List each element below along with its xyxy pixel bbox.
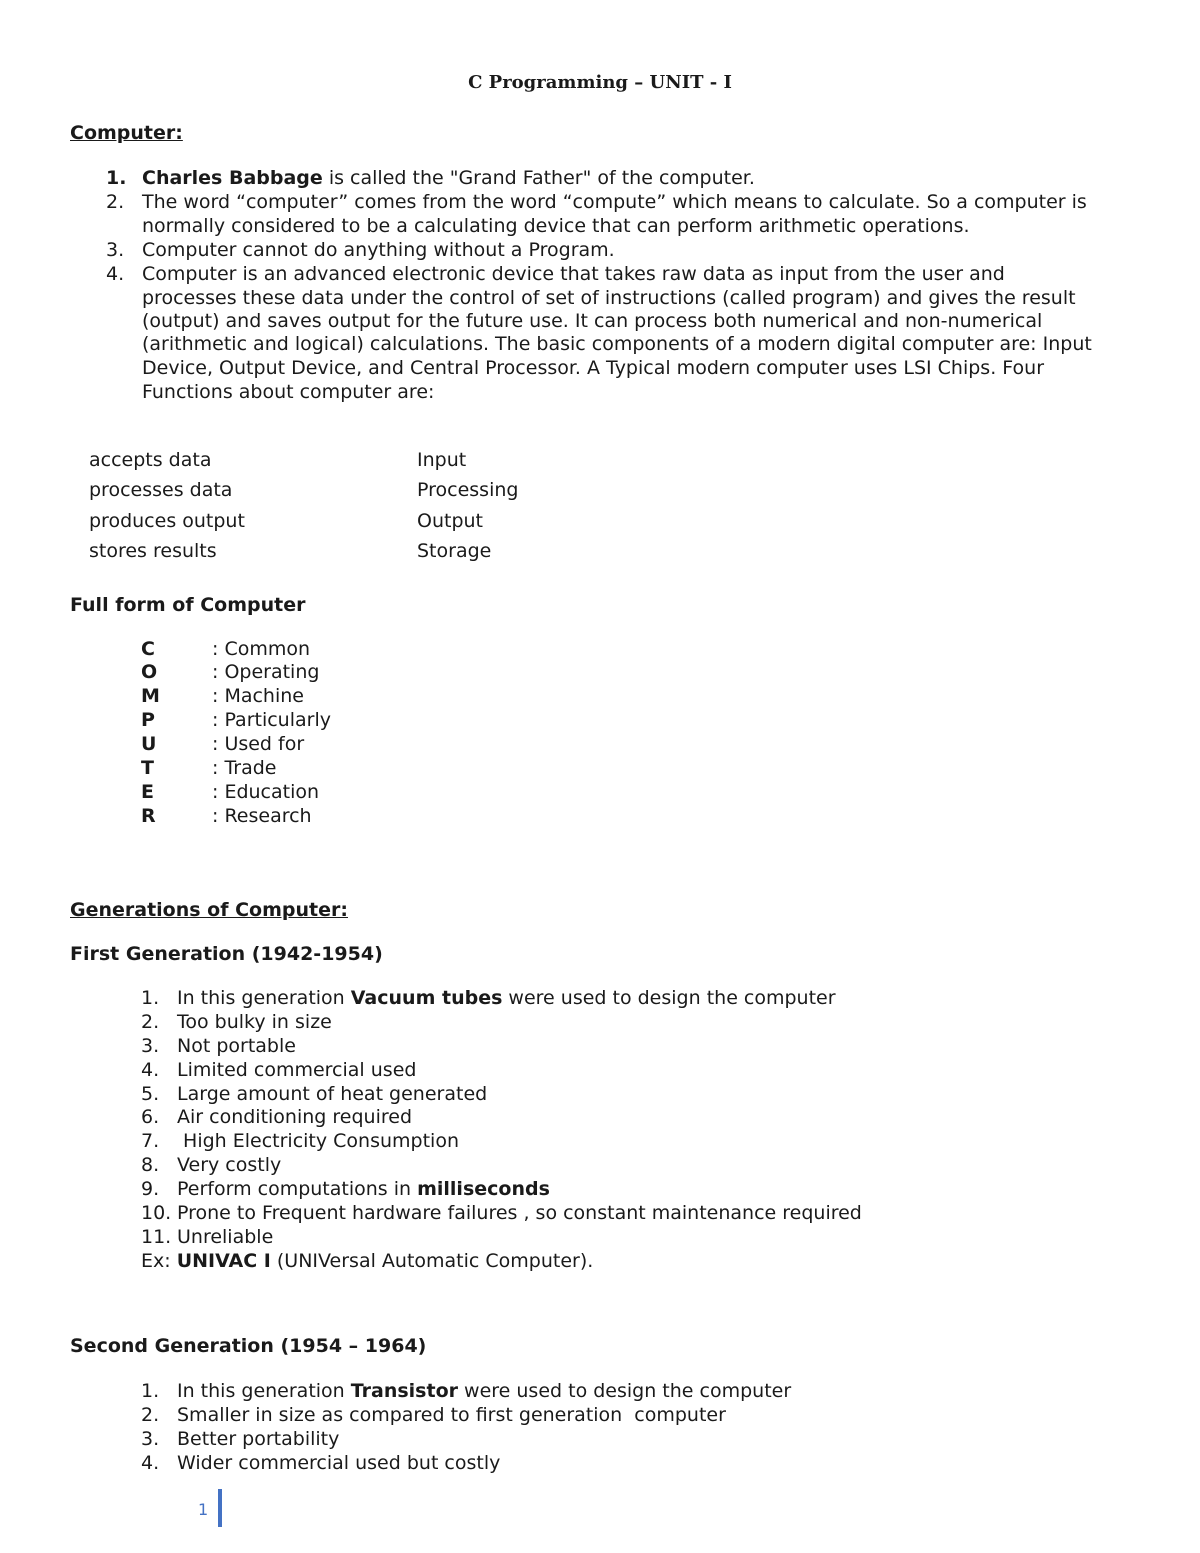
acronym-meaning: : Trade: [212, 757, 277, 779]
second-generation-heading: Second Generation (1954 – 1964): [70, 1335, 427, 1357]
list-number: 2.: [106, 191, 125, 213]
acronym-letter: C: [141, 638, 155, 660]
acronym-meaning: : Education: [212, 781, 320, 803]
acronym-meaning: : Used for: [212, 733, 305, 755]
generations-heading: Generations of Computer:: [70, 899, 348, 921]
function-description: processes data: [89, 479, 233, 501]
bold-term: Vacuum tubes: [350, 987, 503, 1009]
list-number: 7.: [141, 1130, 160, 1152]
list-text: Not portable: [177, 1035, 296, 1057]
acronym-meaning: : Operating: [212, 661, 320, 683]
list-text: Air conditioning required: [177, 1106, 413, 1128]
example-line: [141, 1249, 593, 1273]
bold-term: Transistor: [350, 1380, 458, 1402]
list-text: In this generation: [177, 1380, 351, 1402]
list-item: [141, 1177, 550, 1201]
acronym-letter: U: [141, 733, 157, 755]
acronym-letter: R: [141, 805, 156, 827]
list-number: 6.: [141, 1106, 160, 1128]
list-number: 5.: [141, 1083, 160, 1105]
list-text-continued: processes these data under the control of set of instructions (called program) and gives the result: [142, 287, 1076, 309]
list-item: [141, 1403, 726, 1427]
acronym-letter: E: [141, 781, 154, 803]
list-number: 10.: [141, 1202, 172, 1224]
page-number: 1: [198, 1500, 209, 1519]
function-description: produces output: [89, 510, 245, 532]
computer-heading: Computer:: [70, 122, 183, 144]
bold-term: milliseconds: [417, 1178, 550, 1200]
acronym-meaning: : Common: [212, 638, 311, 660]
list-text: were used to design the computer: [458, 1380, 792, 1402]
function-name: Processing: [417, 479, 519, 501]
list-item: [141, 1427, 339, 1451]
list-text: Large amount of heat generated: [177, 1083, 488, 1105]
list-text: Computer cannot do anything without a Program.: [142, 239, 615, 261]
acronym-meaning: : Machine: [212, 685, 304, 707]
function-name: Input: [417, 449, 467, 471]
list-text: were used to design the computer: [502, 987, 836, 1009]
list-text: Limited commercial used: [177, 1059, 417, 1081]
list-text: In this generation: [177, 987, 351, 1009]
acronym-letter: T: [141, 757, 154, 779]
list-number: 8.: [141, 1154, 160, 1176]
list-text: High Electricity Consumption: [177, 1130, 460, 1152]
list-number: 9.: [141, 1178, 160, 1200]
list-text: Prone to Frequent hardware failures , so constant maintenance required: [177, 1202, 862, 1224]
list-item: [141, 1379, 791, 1403]
list-text: Wider commercial used but costly: [177, 1452, 501, 1474]
list-text-continued: (arithmetic and logical) calculations. The basic components of a modern digital computer are: Input: [142, 333, 1092, 355]
acronym-letter: M: [141, 685, 160, 707]
list-item: [141, 1451, 500, 1475]
list-number: 1.: [106, 167, 127, 189]
example-prefix: Ex:: [141, 1250, 177, 1272]
list-text: Very costly: [177, 1154, 282, 1176]
function-name: Storage: [417, 540, 492, 562]
list-item: [106, 190, 1087, 214]
list-number: 1.: [141, 987, 160, 1009]
list-number: 4.: [141, 1452, 160, 1474]
list-item: [141, 986, 836, 1010]
bold-term: UNIVAC I: [176, 1250, 271, 1272]
list-text-continued: Functions about computer are:: [142, 381, 435, 403]
first-generation-heading: First Generation (1942-1954): [70, 943, 383, 965]
list-text: Better portability: [177, 1428, 340, 1450]
list-text: Unreliable: [177, 1226, 274, 1248]
list-number: 4.: [141, 1059, 160, 1081]
function-name: Output: [417, 510, 483, 532]
list-text-continued: normally considered to be a calculating device that can perform arithmetic operations.: [142, 215, 970, 237]
function-description: accepts data: [89, 449, 212, 471]
list-text: Computer is an advanced electronic device that takes raw data as input from the user and: [142, 263, 1005, 285]
list-number: 3.: [141, 1035, 160, 1057]
list-item: [141, 1153, 281, 1177]
example-text: (UNIVersal Automatic Computer).: [270, 1250, 594, 1272]
page-number-bar: [218, 1489, 222, 1527]
list-item: [106, 262, 1005, 286]
list-item: [141, 1201, 862, 1225]
list-item: [141, 1105, 412, 1129]
acronym-meaning: : Particularly: [212, 709, 331, 731]
list-number: 2.: [141, 1404, 160, 1426]
function-description: stores results: [89, 540, 217, 562]
list-text: Perform computations in: [177, 1178, 418, 1200]
acronym-letter: P: [141, 709, 155, 731]
list-text-continued: Device, Output Device, and Central Processor. A Typical modern computer uses LSI Chips. Four: [142, 357, 1045, 379]
acronym-meaning: : Research: [212, 805, 312, 827]
list-number: 3.: [106, 239, 125, 261]
document-title: C Programming – UNIT - I: [468, 72, 732, 93]
list-item: [141, 1082, 487, 1106]
list-text: Smaller in size as compared to first generation computer: [177, 1404, 726, 1426]
list-item: [141, 1225, 273, 1249]
bold-term: Charles Babbage: [142, 167, 323, 189]
list-text: is called the "Grand Father" of the computer.: [322, 167, 755, 189]
list-item: [141, 1058, 416, 1082]
list-item: [106, 238, 615, 262]
list-text: The word “computer” comes from the word “compute” which means to calculate. So a computer is: [142, 191, 1087, 213]
acronym-letter: O: [141, 661, 158, 683]
list-item: [141, 1034, 296, 1058]
list-text-continued: (output) and saves output for the future use. It can process both numerical and non-numerical: [142, 310, 1043, 332]
list-number: 2.: [141, 1011, 160, 1033]
list-item: [106, 166, 755, 190]
list-number: 4.: [106, 263, 125, 285]
full-form-heading: Full form of Computer: [70, 594, 306, 616]
list-item: [141, 1129, 459, 1153]
list-number: 3.: [141, 1428, 160, 1450]
list-number: 1.: [141, 1380, 160, 1402]
list-text: Too bulky in size: [177, 1011, 332, 1033]
list-number: 11.: [141, 1226, 172, 1248]
list-item: [141, 1010, 332, 1034]
